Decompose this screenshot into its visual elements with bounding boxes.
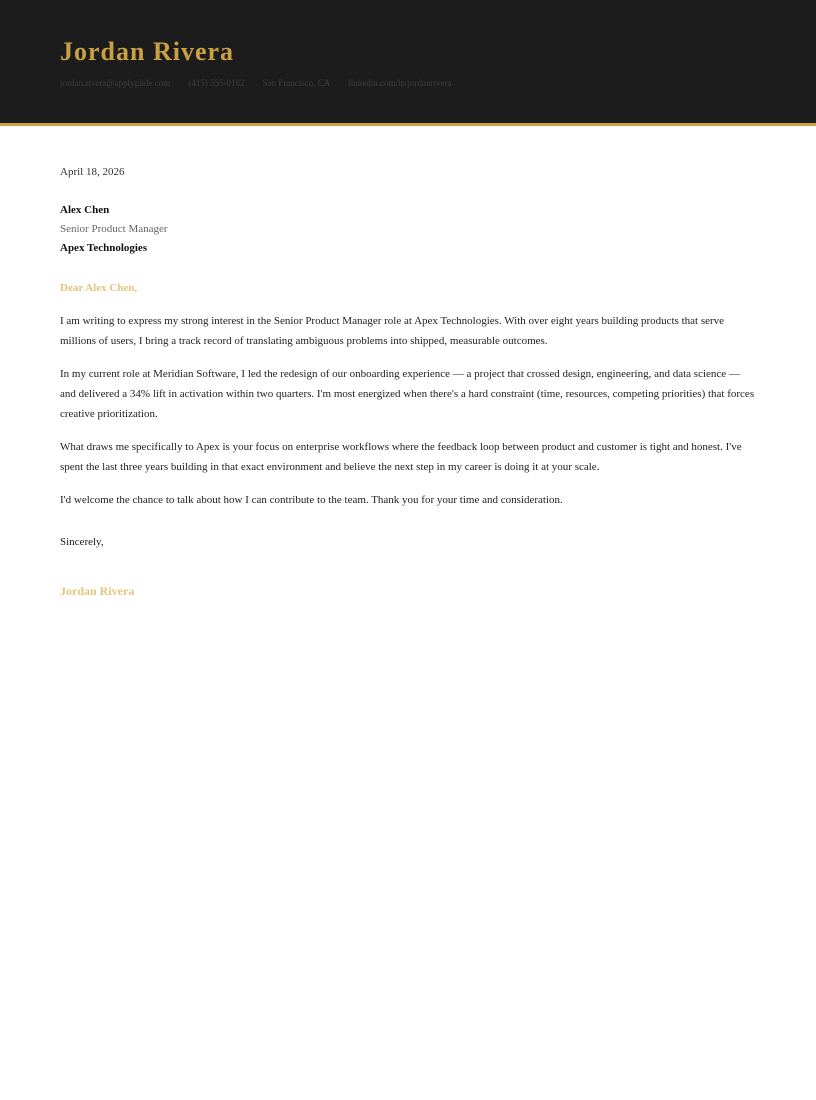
contact-linkedin[interactable]: linkedin.com/in/jordanrivera bbox=[348, 78, 452, 88]
recipient-title: Senior Product Manager bbox=[60, 223, 168, 235]
contact-info bbox=[60, 77, 451, 89]
letterhead bbox=[0, 0, 816, 126]
recipient-name: Alex Chen bbox=[60, 204, 110, 216]
paragraph: What draws me specifically to Apex is your focus on enterprise workflows where the feedback loop between product and customer is tight and honest. I've spent the last three years building in that exact environment and believe the next step in my career is doing it at your scale. bbox=[60, 441, 742, 473]
paragraph: In my current role at Meridian Software, I led the redesign of our onboarding experience — a project that crossed design, engineering, and data science — and delivered a 34% lift in activation within two quarters. I'm most energized when there's a hard constraint (time, resources, competing priorities) that forces creative prioritization. bbox=[60, 368, 755, 420]
signature: Jordan Rivera bbox=[60, 584, 135, 598]
paragraph: I'd welcome the chance to talk about how I can contribute to the team. Thank you for your time and consideration. bbox=[60, 494, 563, 506]
contact-location: San Francisco, CA bbox=[262, 78, 331, 88]
letter-paragraphs bbox=[60, 311, 756, 523]
salutation: Dear Alex Chen, bbox=[60, 282, 138, 294]
contact-phone: (415) 555-0182 bbox=[188, 78, 245, 88]
contact-email[interactable]: jordan.rivera@applyglide.com bbox=[60, 78, 171, 88]
recipient-block bbox=[60, 201, 168, 258]
paragraph: I am writing to express my strong interest in the Senior Product Manager role at Apex Technologies. With over eight years building products that serve millions of users, I bring a track record of translating ambiguous problems into shipped, measurable outcomes. bbox=[60, 315, 725, 347]
sender-name: Jordan Rivera bbox=[60, 37, 235, 66]
recipient-company: Apex Technologies bbox=[60, 242, 148, 254]
closing: Sincerely, bbox=[60, 536, 104, 548]
letter-date: April 18, 2026 bbox=[60, 166, 125, 178]
